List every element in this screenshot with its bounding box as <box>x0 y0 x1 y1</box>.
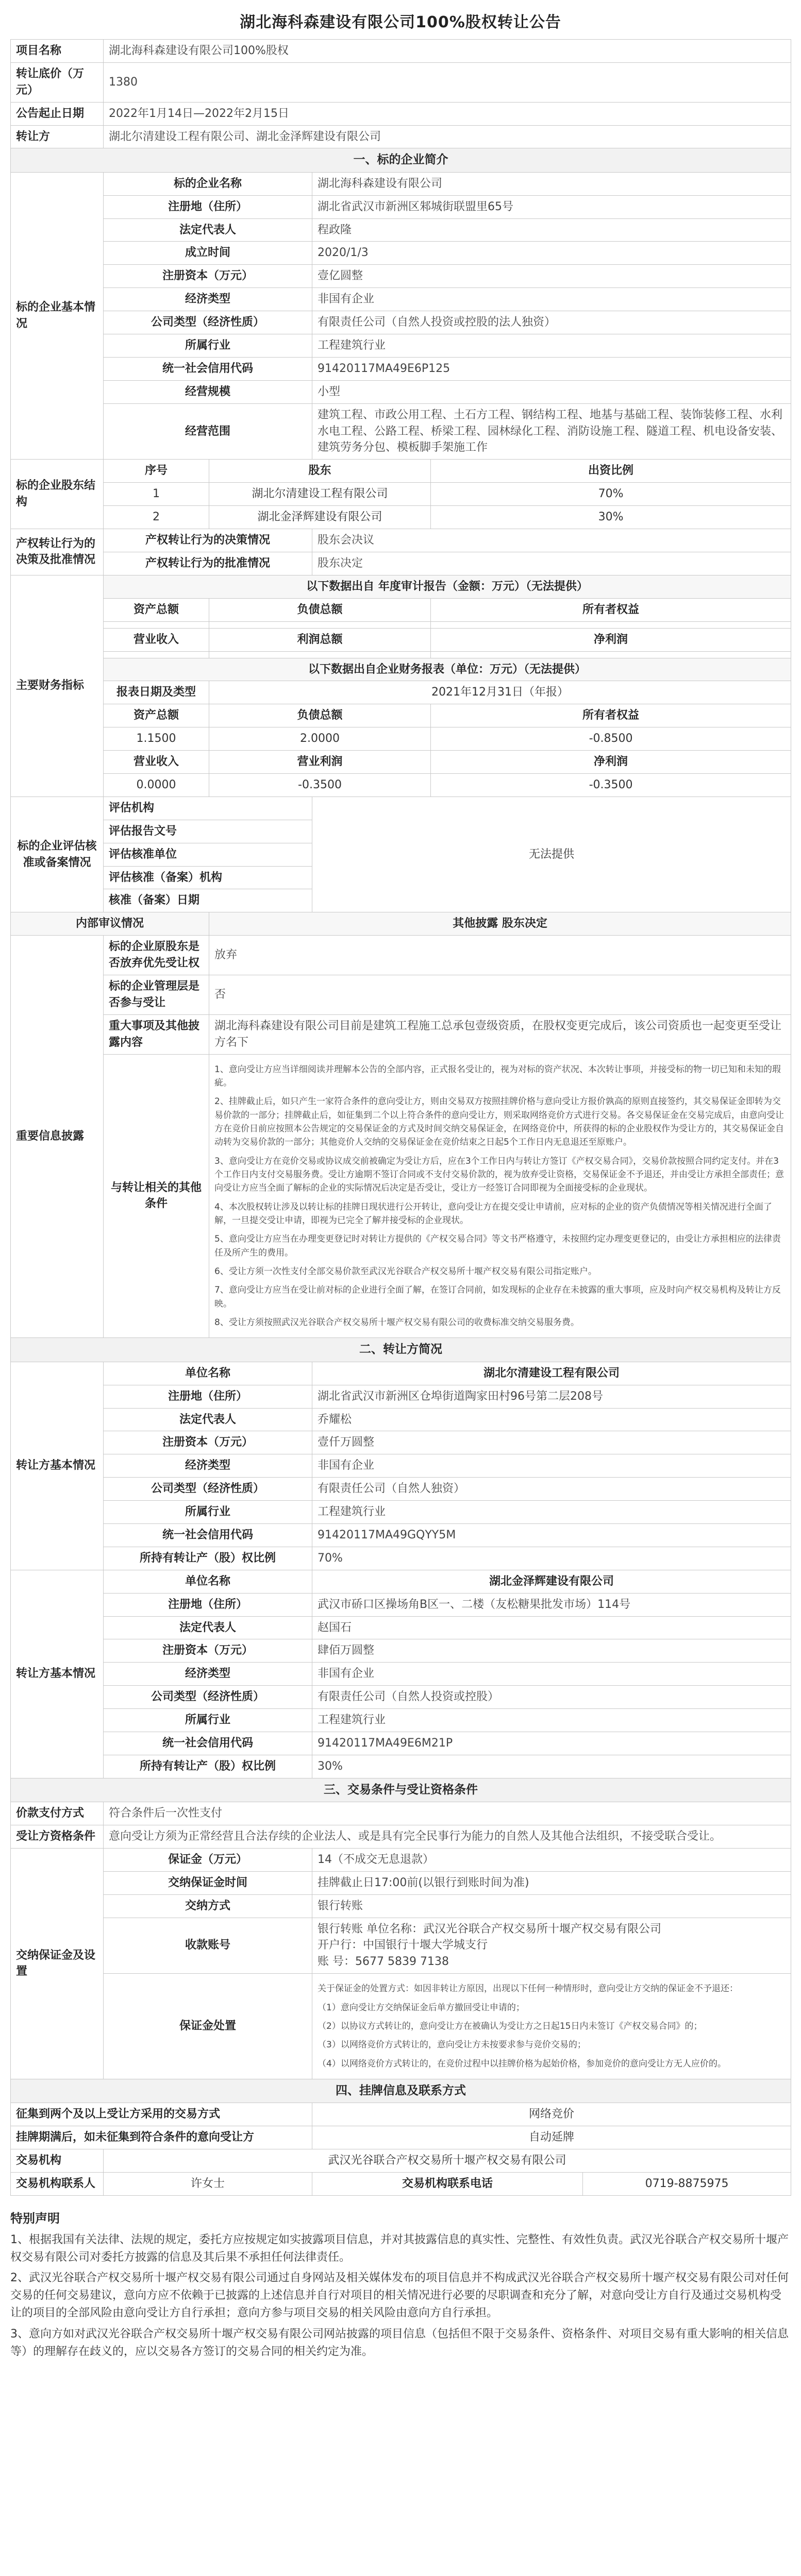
report-value-row <box>11 727 791 751</box>
section-heading-row <box>11 1778 791 1802</box>
transferor-row <box>11 1570 791 1593</box>
transferor-row <box>11 1431 791 1454</box>
field-label: 所属行业 <box>104 1501 312 1524</box>
deposit-disposal-row <box>11 1974 791 2079</box>
evaluation-group <box>11 796 791 912</box>
table-heading: 以下数据出自 年度审计报告（金额：万元）（无法提供） <box>104 575 791 598</box>
basic-info-row <box>11 380 791 403</box>
column-header: 资产总额 <box>104 598 209 621</box>
field-value: 网络竞价 <box>312 2103 791 2126</box>
field-value: 武汉市硚口区操场角B区一、二楼（友松糖果批发市场）114号 <box>312 1593 791 1616</box>
report-header-row <box>11 704 791 727</box>
field-value: 工程建筑行业 <box>312 1501 791 1524</box>
decision-row <box>11 552 791 575</box>
account-line: 银行转账 单位名称：武汉光谷联合产权交易所十堰产权交易有限公司 <box>318 1922 661 1936</box>
field-label: 评估报告文号 <box>104 820 312 843</box>
deposit-account-row <box>11 1918 791 1974</box>
table-cell: -0.3500 <box>431 773 791 796</box>
field-label: 经济类型 <box>104 1454 312 1478</box>
field-label: 核准（备案）日期 <box>104 889 312 912</box>
field-label: 转让方 <box>11 125 104 148</box>
column-header: 负债总额 <box>209 704 431 727</box>
payment-row <box>11 1802 791 1825</box>
field-value: 建筑工程、市政公用工程、土石方工程、钢结构工程、地基与基础工程、装饰装修工程、水利水电工程、公路工程、桥梁工程、园林绿化工程、消防设施工程、隧道工程、机电设备安装、建筑劳务分包、模板脚手架施工作 <box>312 403 791 460</box>
field-value: 肆佰万圆整 <box>312 1639 791 1663</box>
field-value: 70% <box>312 1547 791 1570</box>
field-value: 乔耀松 <box>312 1408 791 1431</box>
decision-group-label: 产权转让行为的决策及批准情况 <box>11 529 104 575</box>
basic-info-row <box>11 403 791 460</box>
trade-method-row <box>11 2103 791 2126</box>
basic-info-row <box>11 334 791 358</box>
field-value: 有限责任公司（自然人独资） <box>312 1478 791 1501</box>
field-label: 交纳保证金时间 <box>104 1871 312 1894</box>
transferor-group-label: 转让方基本情况 <box>11 1570 104 1778</box>
transferor-row <box>11 1362 791 1385</box>
field-label: 统一社会信用代码 <box>104 357 312 380</box>
field-label: 交易机构 <box>11 2149 104 2173</box>
account-line: 开户行：中国银行十堰大学城支行 <box>318 1939 488 1952</box>
field-value: 2020/1/3 <box>312 242 791 265</box>
column-header: 营业收入 <box>104 628 209 651</box>
deposit-method-row <box>11 1894 791 1918</box>
evaluation-group-label: 标的企业评估核准或备案情况 <box>11 796 104 912</box>
field-label: 法定代表人 <box>104 1408 312 1431</box>
transferor-row <box>11 1639 791 1663</box>
statement-item: 2、武汉光谷联合产权交易所十堰产权交易有限公司通过自身网站及相关媒体发布的项目信息并不构成武汉光谷联合产权交易所十堰产权交易有限公司对任何交易的任何交易建议，意向方应不依赖于已披露的上述信息并自行对项目的相关情况进行必要的尽职调查和充分了解，对意向受让方自行及通过交易机构受让的项目的全部风险由意向受让方自行承担；意向方参与项目交易的相关风险由意向方自行承担。 <box>10 2272 789 2320</box>
field-value: 许女士 <box>104 2172 312 2195</box>
field-value: 银行转账 <box>312 1894 791 1918</box>
table-cell: 1 <box>104 483 209 506</box>
section-heading: 一、标的企业简介 <box>11 148 791 172</box>
transferor-row <box>11 1523 791 1547</box>
field-label: 公告起止日期 <box>11 102 104 125</box>
disposal-line: （3）以网络竞价方式转让的，意向受让方未按要求参与竞价交易的； <box>318 2040 586 2050</box>
field-label: 所属行业 <box>104 334 312 358</box>
finance-group <box>11 575 791 796</box>
field-label: 标的企业原股东是否放弃优先受让权 <box>104 936 209 975</box>
field-value: 1380 <box>104 62 791 102</box>
field-value: 非国有企业 <box>312 288 791 311</box>
audit-heading-row <box>11 912 791 936</box>
disclosure-row <box>11 936 791 975</box>
column-header: 所有者权益 <box>431 598 791 621</box>
field-value: 小型 <box>312 380 791 403</box>
transferor-row <box>11 1385 791 1408</box>
field-value: 股东决定 <box>312 552 791 575</box>
field-value: 14（不成交无息退款） <box>312 1848 791 1871</box>
shareholder-row <box>11 506 791 529</box>
report-date-row <box>11 681 791 704</box>
basic-info-row <box>11 288 791 311</box>
field-value: 湖北海科森建设有限公司100%股权 <box>104 40 791 63</box>
field-value: 30% <box>312 1755 791 1778</box>
table-cell <box>209 621 431 628</box>
field-value: 符合条件后一次性支付 <box>104 1802 791 1825</box>
field-value: 挂牌截止日17:00前(以银行到账时间为准) <box>312 1871 791 1894</box>
basic-info-row <box>11 265 791 288</box>
field-label: 公司类型（经济性质） <box>104 1478 312 1501</box>
field-value: 0719-8875975 <box>583 2172 791 2195</box>
audit-header-row <box>11 598 791 621</box>
disclosure-group <box>11 936 791 1338</box>
deposit-amount-row <box>11 1848 791 1871</box>
audit-heading-row <box>11 575 791 598</box>
transferor-row <box>11 1478 791 1501</box>
shareholder-group <box>11 460 791 529</box>
field-value: 湖北省武汉市新洲区邾城街联盟里65号 <box>312 195 791 218</box>
report-header-row <box>11 751 791 774</box>
field-value: 非国有企业 <box>312 1663 791 1686</box>
project-transferor-row <box>11 125 791 148</box>
field-label: 与转让相关的其他条件 <box>104 1054 209 1338</box>
decision-row <box>11 529 791 552</box>
transferor-row <box>11 1501 791 1524</box>
field-label: 项目名称 <box>11 40 104 63</box>
org-row <box>11 2149 791 2173</box>
transferor-row <box>11 1755 791 1778</box>
transferor-row <box>11 1686 791 1709</box>
field-label: 价款支付方式 <box>11 1802 104 1825</box>
condition-item: 7、意向受让方应当在受让前对标的企业进行全面了解，在签订合同前，如发现标的企业存在未披露的重大事项，应及时向产权交易机构及转让方反映。 <box>214 1285 781 1309</box>
field-label: 标的企业管理层是否参与受让 <box>104 975 209 1014</box>
field-label: 所持有转让产（股）权比例 <box>104 1755 312 1778</box>
field-label: 保证金（万元） <box>104 1848 312 1871</box>
field-value: 91420117MA49GQYY5M <box>312 1523 791 1547</box>
table-cell <box>104 621 209 628</box>
audit-header-row <box>11 628 791 651</box>
field-label: 经济类型 <box>104 1663 312 1686</box>
field-value: 股东会决议 <box>312 529 791 552</box>
column-header: 资产总额 <box>104 704 209 727</box>
field-value: 工程建筑行业 <box>312 1709 791 1732</box>
field-label: 评估核准（备案）机构 <box>104 866 312 889</box>
field-label: 法定代表人 <box>104 1616 312 1639</box>
account-line: 账 号：5677 5839 7138 <box>318 1955 449 1969</box>
field-value: 湖北金泽辉建设有限公司 <box>312 1570 791 1593</box>
field-label: 单位名称 <box>104 1570 312 1593</box>
field-value: 壹亿圆整 <box>312 265 791 288</box>
field-label: 统一社会信用代码 <box>104 1523 312 1547</box>
disposal-line: （2）以协议方式转让的，意向受让方在被确认为受让方之日起15日内未签订《产权交易合同》的； <box>318 2021 703 2031</box>
shareholder-row <box>11 483 791 506</box>
column-header: 序号 <box>104 460 209 483</box>
table-cell: 湖北尔清建设工程有限公司 <box>209 483 431 506</box>
field-label: 公司类型（经济性质） <box>104 1686 312 1709</box>
column-header: 负债总额 <box>209 598 431 621</box>
qualification-row <box>11 1825 791 1848</box>
transferor-row <box>11 1454 791 1478</box>
field-label: 注册地（住所） <box>104 1593 312 1616</box>
field-label: 法定代表人 <box>104 218 312 242</box>
section-heading-row <box>11 148 791 172</box>
transferor-row <box>11 1709 791 1732</box>
audit-value-row <box>11 651 791 658</box>
field-label: 收款账号 <box>104 1918 312 1974</box>
field-value: 壹仟万圆整 <box>312 1431 791 1454</box>
field-label: 受让方资格条件 <box>11 1825 104 1848</box>
report-heading-row <box>11 658 791 681</box>
field-value: 否 <box>209 975 791 1014</box>
condition-item: 4、本次股权转让涉及以转让标的挂牌日现状进行公开转让，意向受让方在提交受让申请前，应对标的企业的资产负债情况等相关情况进行全面了解，一旦提交受让申请，即视为已完全了解并接受标的企业现状。 <box>214 1201 772 1226</box>
field-value: 2022年1月14日—2022年2月15日 <box>104 102 791 125</box>
section-heading: 三、交易条件与受让资格条件 <box>11 1778 791 1802</box>
field-label: 单位名称 <box>104 1362 312 1385</box>
field-value: 非国有企业 <box>312 1454 791 1478</box>
field-label: 产权转让行为的决策情况 <box>104 529 312 552</box>
field-value: 湖北尔清建设工程有限公司、湖北金泽辉建设有限公司 <box>104 125 791 148</box>
field-value: 2021年12月31日（年报） <box>209 681 791 704</box>
disclosure-row <box>11 1014 791 1054</box>
evaluation-row <box>11 796 791 820</box>
condition-item: 6、受让方须一次性支付全部交易价款至武汉光谷联合产权交易所十堰产权交易有限公司指定账户。 <box>214 1266 597 1277</box>
column-header: 营业利润 <box>209 751 431 774</box>
condition-item: 2、挂牌截止后，如只产生一家符合条件的意向受让方，则由交易双方按照挂牌价格与意向受让方报价孰高的原则直接签约，其交易保证金即转为交易价款的一部分；挂牌截止后，如征集到二个以上符合条件的意向受让方，则采取网络竞价方式进行交易。各交易保证金在交易完成后，由意向受让方在竞价日前应按照本公告规定的交易保证金的方式及时间交纳交易保证金，在网络竞价中，所获得的标的企业股权作为受让方的，其交易保证金自动转为交易价款的一部分；其他竞价人交纳的交易保证金在竞价结束之日起5个工作日内无息退还至原账户。 <box>214 1096 784 1148</box>
table-cell: 2.0000 <box>209 727 431 751</box>
field-label: 经营规模 <box>104 380 312 403</box>
field-label: 经营范围 <box>104 403 312 460</box>
transferor-group-label: 转让方基本情况 <box>11 1362 104 1570</box>
field-label: 所持有转让产（股）权比例 <box>104 1547 312 1570</box>
field-label: 报表日期及类型 <box>104 681 209 704</box>
field-value: 有限责任公司（自然人投资或控股的法人独资） <box>312 311 791 334</box>
basic-info-row <box>11 218 791 242</box>
field-value: 赵国石 <box>312 1616 791 1639</box>
column-header: 股东 <box>209 460 431 483</box>
field-label: 统一社会信用代码 <box>104 1732 312 1755</box>
disclosure-row <box>11 975 791 1014</box>
announcement-table <box>10 39 791 2196</box>
field-label: 交易机构联系人 <box>11 2172 104 2195</box>
audit-value-row <box>11 621 791 628</box>
transferor-row <box>11 1408 791 1431</box>
column-header: 营业收入 <box>104 751 209 774</box>
field-label: 经济类型 <box>104 288 312 311</box>
field-label: 评估机构 <box>104 796 312 820</box>
condition-item: 8、受让方须按照武汉光谷联合产权交易所十堰产权交易有限公司的收费标准交纳交易服务费。 <box>214 1317 579 1328</box>
table-cell: 30% <box>431 506 791 529</box>
project-name-row <box>11 40 791 63</box>
table-cell <box>209 651 431 658</box>
finance-group-label: 主要财务指标 <box>11 575 104 796</box>
disclosure-group-label: 重要信息披露 <box>11 936 104 1338</box>
table-cell: 湖北金泽辉建设有限公司 <box>209 506 431 529</box>
field-label: 转让底价（万元） <box>11 62 104 102</box>
field-label: 标的企业名称 <box>104 172 312 195</box>
field-label: 所属行业 <box>104 1709 312 1732</box>
extend-row <box>11 2126 791 2149</box>
table-cell: 2 <box>104 506 209 529</box>
field-value: 湖北尔清建设工程有限公司 <box>312 1362 791 1385</box>
project-price-row <box>11 62 791 102</box>
disposal-line: （4）以网络竞价方式转让的，在竞价过程中以挂牌价格为起始价格，参加竞价的意向受让方无人应价的。 <box>318 2058 726 2069</box>
section-heading-row <box>11 1338 791 1362</box>
transferor-row <box>11 1593 791 1616</box>
basic-info-group-label: 标的企业基本情况 <box>11 172 104 460</box>
field-label: 注册资本（万元） <box>104 265 312 288</box>
field-label: 保证金处置 <box>104 1974 312 2079</box>
field-value: 自动延牌 <box>312 2126 791 2149</box>
table-heading: 以下数据出自企业财务报表（单位：万元）（无法提供） <box>104 658 791 681</box>
other-disclosure-heading: 其他披露 股东决定 <box>209 912 791 936</box>
field-value: 工程建筑行业 <box>312 334 791 358</box>
field-value: 放弃 <box>209 936 791 975</box>
statement-item: 1、根据我国有关法律、法规的规定，委托方应按规定如实披露项目信息，并对其披露信息的真实性、完整性、有效性负责。武汉光谷联合产权交易所十堰产权交易有限公司对委托方披露的信息及其后果不承担任何法律责任。 <box>10 2233 789 2264</box>
column-header: 利润总额 <box>209 628 431 651</box>
deposit-group-label: 交纳保证金及设置 <box>11 1848 104 2079</box>
transferor-group <box>11 1362 791 1778</box>
field-value: 湖北海科森建设有限公司目前是建筑工程施工总承包壹级资质，在股权变更完成后，该公司资质也一起变更至受让方名下 <box>209 1014 791 1054</box>
internal-review-heading: 内部审议情况 <box>11 912 209 936</box>
field-label: 注册资本（万元） <box>104 1639 312 1663</box>
field-label: 公司类型（经济性质） <box>104 311 312 334</box>
transferor-row <box>11 1547 791 1570</box>
transferor-row <box>11 1616 791 1639</box>
shareholder-group-label: 标的企业股东结构 <box>11 460 104 529</box>
deposit-deadline-row <box>11 1871 791 1894</box>
condition-item: 5、意向受让方应当在办理变更登记时对转让方提供的《产权交易合同》等文书严格遵守，未按照约定办理变更登记的，由受让方承担相应的法律责任及所产生的费用。 <box>214 1234 781 1258</box>
disposal-line: （1）意向受让方交纳保证金后单方撤回受让申请的； <box>318 2002 525 2013</box>
evaluation-value: 无法提供 <box>312 796 791 912</box>
special-statement-heading: 特别声明 <box>10 2211 60 2226</box>
field-label: 挂牌期满后，如未征集到符合条件的意向受让方 <box>11 2126 312 2149</box>
table-cell <box>431 651 791 658</box>
field-value: 湖北海科森建设有限公司 <box>312 172 791 195</box>
shareholder-header-row <box>11 460 791 483</box>
disposal-line: 关于保证金的处置方式：如因非转让方原因，出现以下任何一种情形时，意向受让方交纳的保证金不予退还： <box>318 1984 738 1994</box>
basic-info-group <box>11 172 791 460</box>
condition-item: 3、意向受让方在竞价交易或协议成交前被确定为受让方后，应在3个工作日内与转让方签订《产权交易合同》，交易价款按照合同约定支付。并在3个工作日内支付交易服务费。受让方逾期不签订合同或不支付交易价款的，视为放弃受让资格，交易保证金不予退还，并由受让方承担全部责任；意向受让方应当全面了解标的企业的实际情况后决定是否受让，受让方一经签订合同即视为全面接受标的企业现状。 <box>214 1156 784 1194</box>
basic-info-row <box>11 172 791 195</box>
disposal-details <box>312 1974 791 2079</box>
statement-item: 3、意向方如对武汉光谷联合产权交易所十堰产权交易有限公司网站披露的项目信息（包括但不限于交易条件、资格条件、对项目交易有重大影响的相关信息等）的理解存在歧义的，应以交易各方签订的交易合同的相关约定为准。 <box>10 2327 789 2358</box>
field-value: 91420117MA49E6M21P <box>312 1732 791 1755</box>
section-heading-row <box>11 2079 791 2103</box>
table-cell: 70% <box>431 483 791 506</box>
table-cell <box>104 651 209 658</box>
special-statement <box>10 2209 791 2361</box>
contact-row <box>11 2172 791 2195</box>
section-heading: 四、挂牌信息及联系方式 <box>11 2079 791 2103</box>
basic-info-row <box>11 242 791 265</box>
account-details <box>312 1918 791 1974</box>
basic-info-row <box>11 195 791 218</box>
field-label: 评估核准单位 <box>104 843 312 866</box>
section-heading: 二、转让方简况 <box>11 1338 791 1362</box>
table-cell: -0.3500 <box>209 773 431 796</box>
table-cell: 1.1500 <box>104 727 209 751</box>
column-header: 所有者权益 <box>431 704 791 727</box>
field-label: 征集到两个及以上受让方采用的交易方式 <box>11 2103 312 2126</box>
field-value: 有限责任公司（自然人投资或控股） <box>312 1686 791 1709</box>
field-label: 产权转让行为的批准情况 <box>104 552 312 575</box>
field-label: 注册地（住所） <box>104 195 312 218</box>
field-value: 程政隆 <box>312 218 791 242</box>
project-period-row <box>11 102 791 125</box>
field-value: 湖北省武汉市新洲区仓埠街道陶家田村96号第二层208号 <box>312 1385 791 1408</box>
decision-group <box>11 529 791 575</box>
field-label: 交纳方式 <box>104 1894 312 1918</box>
column-header: 净利润 <box>431 751 791 774</box>
field-value: 91420117MA49E6P125 <box>312 357 791 380</box>
field-label: 成立时间 <box>104 242 312 265</box>
report-value-row <box>11 773 791 796</box>
table-cell: -0.8500 <box>431 727 791 751</box>
conditions-text <box>209 1054 791 1338</box>
column-header: 净利润 <box>431 628 791 651</box>
basic-info-row <box>11 357 791 380</box>
field-label: 交易机构联系电话 <box>312 2172 583 2195</box>
table-cell <box>431 621 791 628</box>
condition-item: 1、意向受让方应当详细阅读并理解本公告的全部内容，正式报名受让的，视为对标的资产状况、本次转让事项，并接受标的物一切已知和未知的瑕疵。 <box>214 1064 781 1088</box>
column-header: 出资比例 <box>431 460 791 483</box>
transferor-row <box>11 1732 791 1755</box>
page-title: 湖北海科森建设有限公司100%股权转让公告 <box>240 13 561 31</box>
field-label: 注册地（住所） <box>104 1385 312 1408</box>
basic-info-row <box>11 311 791 334</box>
field-label: 重大事项及其他披露内容 <box>104 1014 209 1054</box>
field-value: 意向受让方须为正常经营且合法存续的企业法人、或是具有完全民事行为能力的自然人及其他合法组织，不接受联合受让。 <box>104 1825 791 1848</box>
conditions-row <box>11 1054 791 1338</box>
field-value: 武汉光谷联合产权交易所十堰产权交易有限公司 <box>104 2149 791 2173</box>
table-cell: 0.0000 <box>104 773 209 796</box>
field-label: 注册资本（万元） <box>104 1431 312 1454</box>
transferor-row <box>11 1663 791 1686</box>
